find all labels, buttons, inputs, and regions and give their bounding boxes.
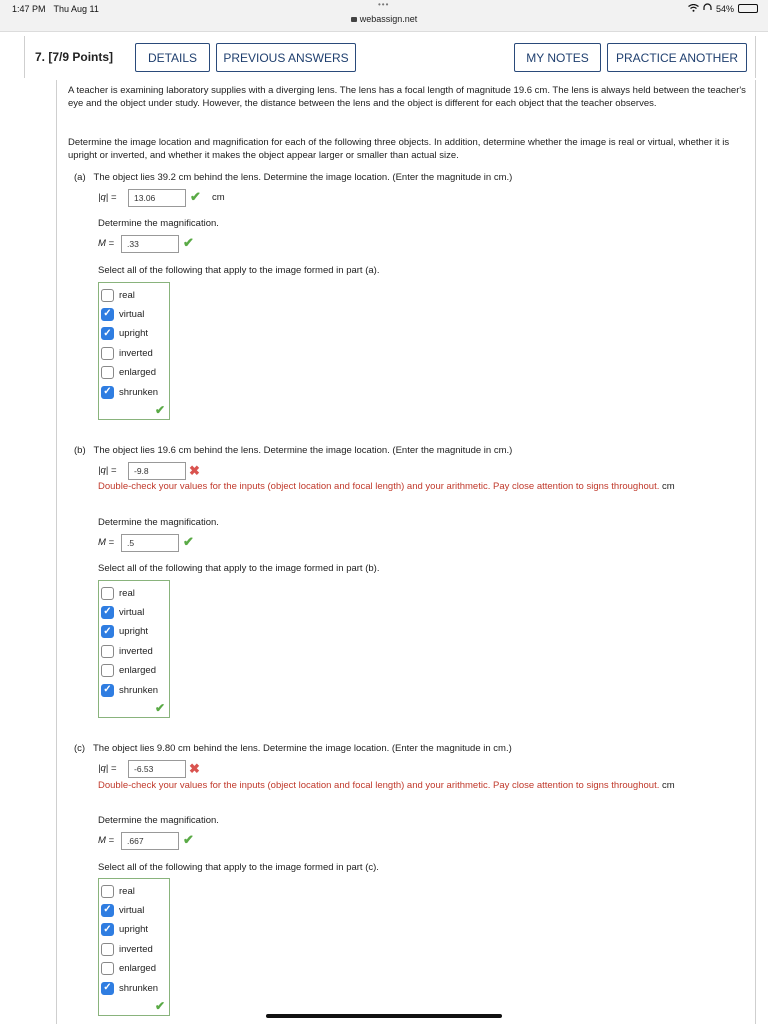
option-enlarged[interactable] — [101, 365, 156, 381]
lock-icon — [351, 17, 357, 22]
my-notes-button[interactable]: MY NOTES — [514, 43, 601, 72]
part-c-error-message — [98, 779, 718, 792]
part-a-m-correct-icon: ✔ — [183, 235, 194, 250]
option-shrunken[interactable] — [101, 384, 158, 400]
option-inverted[interactable] — [101, 941, 153, 957]
option-label: shrunken — [119, 982, 159, 994]
option-virtual[interactable] — [101, 306, 144, 322]
checkbox-upright[interactable]: ✓ — [101, 327, 114, 340]
practice-another-button[interactable]: PRACTICE ANOTHER — [607, 43, 747, 72]
option-label: real — [119, 587, 135, 599]
part-b-m-input[interactable]: .5 — [121, 534, 179, 552]
part-a-q-correct-icon: ✔ — [190, 189, 201, 204]
checkbox-virtual[interactable]: ✓ — [101, 904, 114, 917]
option-label: enlarged — [119, 665, 156, 677]
instructions-paragraph: Determine the image location and magnification for each of the following three objects. In addition, determine whether the image is real or virtual, whether it is upright or inverted, and whether it makes the object appear larger or smaller than actual size. — [68, 137, 730, 161]
option-label: virtual — [119, 904, 145, 916]
part-c-q-label: |q| = — [98, 763, 117, 774]
option-label: enlarged — [119, 367, 156, 379]
url-bar[interactable] — [0, 14, 768, 24]
option-shrunken[interactable] — [101, 980, 158, 996]
part-a-m-input[interactable]: .33 — [121, 235, 179, 253]
option-label: enlarged — [119, 963, 156, 975]
option-label: real — [119, 885, 135, 897]
part-a-options — [98, 282, 170, 420]
option-real[interactable] — [101, 585, 135, 601]
option-virtual[interactable] — [101, 604, 144, 620]
part-b-tag: (b) — [74, 445, 86, 456]
option-inverted[interactable] — [101, 643, 153, 659]
part-c-options-correct-icon: ✔ — [154, 999, 165, 1013]
part-b-mag-prompt: Determine the magnification. — [98, 517, 219, 528]
checkbox-real[interactable] — [101, 289, 114, 302]
part-c-m-input[interactable]: .667 — [121, 832, 179, 850]
status-indicators — [688, 3, 758, 14]
checkbox-virtual[interactable]: ✓ — [101, 308, 114, 321]
checkbox-upright[interactable]: ✓ — [101, 625, 114, 638]
part-a-q-unit: cm — [212, 192, 225, 203]
part-c-m-correct-icon: ✔ — [183, 832, 194, 847]
question-header — [24, 36, 756, 78]
part-a-select-prompt: Select all of the following that apply to the image formed in part (a). — [98, 265, 380, 276]
option-label: inverted — [119, 645, 153, 657]
part-a-q-input[interactable]: 13.06 — [128, 189, 186, 207]
checkbox-inverted[interactable] — [101, 347, 114, 360]
part-c-options — [98, 878, 170, 1016]
checkbox-shrunken[interactable]: ✓ — [101, 982, 114, 995]
part-c-select-prompt: Select all of the following that apply to the image formed in part (c). — [98, 862, 379, 873]
option-enlarged[interactable] — [101, 961, 156, 977]
url-text: webassign.net — [359, 14, 418, 24]
part-b-select-prompt: Select all of the following that apply to the image formed in part (b). — [98, 563, 380, 574]
battery-percent: 54% — [715, 3, 734, 14]
part-c-prompt-text: The object lies 9.80 cm behind the lens. Determine the image location. (Enter the magnitude in cm.) — [93, 743, 512, 754]
part-b-m-correct-icon: ✔ — [183, 534, 194, 549]
checkbox-shrunken[interactable]: ✓ — [101, 684, 114, 697]
part-b-q-input[interactable]: -9.8 — [128, 462, 186, 480]
checkbox-shrunken[interactable]: ✓ — [101, 386, 114, 399]
part-c-q-wrong-icon: ✖ — [189, 761, 200, 776]
part-a-prompt-text: The object lies 39.2 cm behind the lens. Determine the image location. (Enter the magnitude in cm.) — [93, 172, 513, 183]
headphones-icon — [703, 3, 712, 14]
part-c-mag-prompt: Determine the magnification. — [98, 815, 219, 826]
part-a-mag-prompt: Determine the magnification. — [98, 218, 219, 229]
details-button[interactable]: DETAILS — [135, 43, 210, 72]
checkbox-enlarged[interactable] — [101, 664, 114, 677]
part-b-options-correct-icon: ✔ — [154, 701, 165, 715]
checkbox-inverted[interactable] — [101, 645, 114, 658]
part-a-q-label: |q| = — [98, 192, 117, 203]
part-c-q-input[interactable]: -6.53 — [128, 760, 186, 778]
option-real[interactable] — [101, 287, 135, 303]
part-a-tag: (a) — [74, 172, 86, 183]
part-b-q-label: |q| = — [98, 465, 117, 476]
part-a-prompt — [74, 172, 512, 183]
option-upright[interactable] — [101, 326, 148, 342]
option-label: upright — [119, 328, 149, 340]
more-dots-icon[interactable]: ••• — [378, 0, 390, 9]
part-c-tag: (c) — [74, 743, 86, 754]
checkbox-real[interactable] — [101, 885, 114, 898]
option-label: shrunken — [119, 684, 159, 696]
option-upright[interactable] — [101, 922, 148, 938]
option-label: virtual — [119, 308, 145, 320]
part-b-prompt — [74, 445, 512, 456]
option-virtual[interactable] — [101, 902, 144, 918]
checkbox-enlarged[interactable] — [101, 366, 114, 379]
part-a-m-label: M = — [98, 238, 115, 249]
part-b-m-label: M = — [98, 537, 115, 548]
status-date: Thu Aug 11 — [53, 4, 99, 14]
option-label: inverted — [119, 347, 153, 359]
part-c-m-label: M = — [98, 835, 115, 846]
checkbox-real[interactable] — [101, 587, 114, 600]
checkbox-enlarged[interactable] — [101, 962, 114, 975]
option-label: upright — [119, 924, 149, 936]
option-label: shrunken — [119, 386, 159, 398]
part-c-error-text: Double-check your values for the inputs (object location and focal length) and your arithmetic. Pay close attention to signs throughout. — [98, 780, 660, 791]
part-b-error-text: Double-check your values for the inputs (object location and focal length) and your arithmetic. Pay close attention to signs throughout. — [98, 481, 660, 492]
checkbox-inverted[interactable] — [101, 943, 114, 956]
status-bar — [0, 0, 768, 32]
option-real[interactable] — [101, 883, 135, 899]
part-b-options — [98, 580, 170, 718]
option-inverted[interactable] — [101, 345, 153, 361]
part-a-options-correct-icon: ✔ — [154, 403, 165, 417]
wifi-icon — [688, 4, 699, 14]
question-content — [56, 80, 756, 1024]
part-c-prompt — [74, 743, 512, 754]
option-label: virtual — [119, 606, 145, 618]
intro-paragraph: A teacher is examining laboratory supplies with a diverging lens. The lens has a focal length of magnitude 19.6 cm. The lens is always held between the teacher's eye and the object under study. However, the distance between the lens and the object is different for each object that the teacher observes. — [68, 85, 746, 109]
battery-icon — [738, 4, 758, 13]
option-label: real — [119, 289, 135, 301]
status-time-date — [12, 4, 107, 14]
checkbox-virtual[interactable]: ✓ — [101, 606, 114, 619]
question-number: 7. [7/9 Points] — [35, 50, 114, 64]
part-c-error-unit: cm — [662, 780, 675, 791]
status-time: 1:47 PM — [12, 4, 46, 14]
part-b-q-wrong-icon: ✖ — [189, 463, 200, 478]
checkbox-upright[interactable]: ✓ — [101, 923, 114, 936]
option-label: inverted — [119, 943, 153, 955]
option-label: upright — [119, 626, 149, 638]
option-upright[interactable] — [101, 624, 148, 640]
home-indicator[interactable] — [266, 1014, 502, 1018]
part-b-prompt-text: The object lies 19.6 cm behind the lens. Determine the image location. (Enter the magnitude in cm.) — [93, 445, 513, 456]
option-shrunken[interactable] — [101, 682, 158, 698]
part-b-error-message — [98, 480, 718, 493]
option-enlarged[interactable] — [101, 663, 156, 679]
previous-answers-button[interactable]: PREVIOUS ANSWERS — [216, 43, 356, 72]
part-b-error-unit: cm — [662, 481, 675, 492]
